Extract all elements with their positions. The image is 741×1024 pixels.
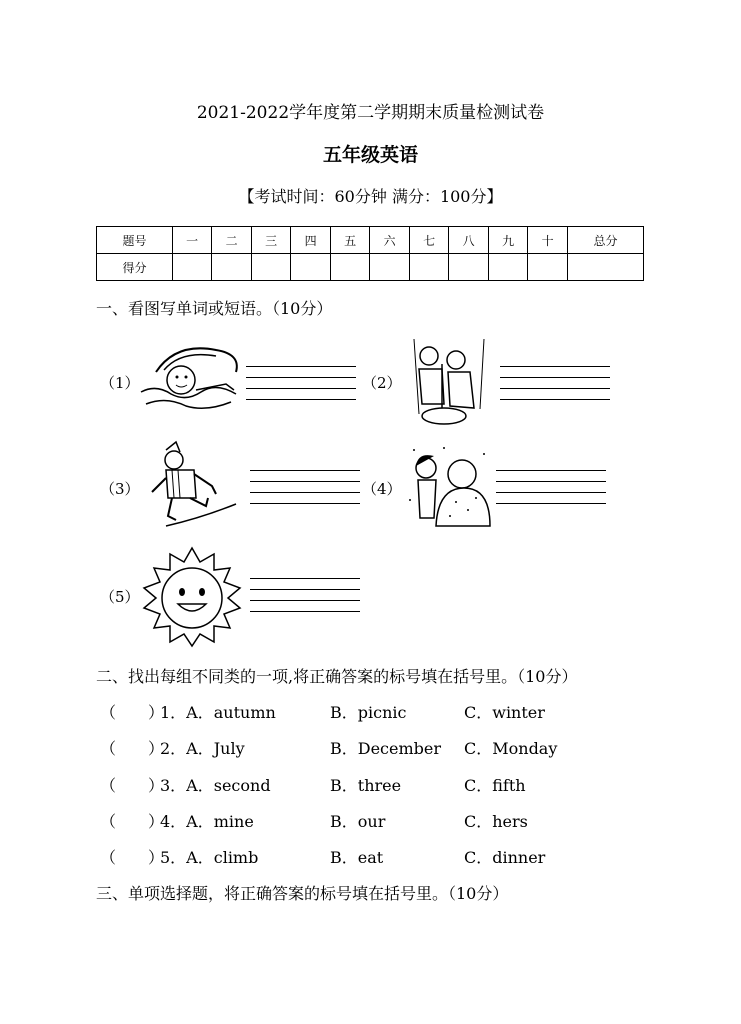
score-input-cell[interactable] — [528, 254, 568, 281]
score-cell: 二 — [212, 227, 252, 254]
score-cell: 十 — [528, 227, 568, 254]
score-cell: 四 — [291, 227, 331, 254]
score-input-cell[interactable] — [291, 254, 331, 281]
option-a: 1．A．autumn — [160, 703, 276, 722]
section2-heading: 二、找出每组不同类的一项,将正确答案的标号填在括号里。（10分） — [96, 667, 578, 686]
option-a: 5．A．climb — [160, 848, 259, 867]
score-table-score-row — [97, 254, 644, 281]
answer-bracket[interactable]: （ ） — [100, 812, 165, 831]
sun-picture — [140, 544, 244, 648]
option-a: 2．A．July — [160, 739, 245, 758]
score-cell: 八 — [449, 227, 489, 254]
item-label: （3） — [100, 480, 140, 498]
score-input-cell[interactable] — [449, 254, 489, 281]
score-cell: 五 — [330, 227, 370, 254]
exam-title: 2021-2022学年度第二学期期末质量检测试卷 — [196, 103, 545, 123]
score-table-header-row — [97, 227, 644, 254]
answer-lines[interactable] — [246, 366, 356, 410]
score-input-cell[interactable] — [488, 254, 528, 281]
item-label: （1） — [100, 374, 140, 392]
answer-bracket[interactable]: （ ） — [100, 848, 165, 867]
score-input-cell[interactable] — [172, 254, 212, 281]
option-b: B．eat — [330, 848, 384, 867]
skating-picture — [146, 440, 238, 532]
answer-bracket[interactable]: （ ） — [100, 776, 165, 795]
snowman-picture — [404, 440, 494, 532]
score-input-cell[interactable] — [251, 254, 291, 281]
swimming-picture — [136, 332, 248, 412]
exam-subtitle: 五年级英语 — [322, 144, 418, 166]
option-c: C．Monday — [464, 739, 558, 758]
exam-info: 【考试时间：60分钟 满分：100分】 — [238, 187, 503, 206]
score-input-cell[interactable] — [409, 254, 449, 281]
item-label: （2） — [362, 374, 402, 392]
score-cell: 三 — [251, 227, 291, 254]
score-input-cell[interactable] — [212, 254, 252, 281]
option-c: C．winter — [464, 703, 545, 722]
score-cell: 总分 — [567, 227, 643, 254]
item-label: （4） — [362, 480, 402, 498]
option-c: C．hers — [464, 812, 528, 831]
answer-lines[interactable] — [500, 366, 610, 410]
option-b: B．December — [330, 739, 442, 758]
option-b: B．our — [330, 812, 386, 831]
score-input-cell[interactable] — [330, 254, 370, 281]
option-b: B．three — [330, 776, 402, 795]
score-cell: 一 — [172, 227, 212, 254]
section1-heading: 一、看图写单词或短语。（10分） — [96, 299, 333, 318]
option-b: B．picnic — [330, 703, 407, 722]
option-c: C．dinner — [464, 848, 546, 867]
answer-lines[interactable] — [250, 578, 360, 622]
item-label: （5） — [100, 588, 140, 606]
score-cell: 九 — [488, 227, 528, 254]
option-a: 4．A．mine — [160, 812, 254, 831]
option-a: 3．A．second — [160, 776, 271, 795]
option-c: C．fifth — [464, 776, 526, 795]
answer-bracket[interactable]: （ ） — [100, 739, 165, 758]
score-cell: 六 — [370, 227, 410, 254]
score-table — [96, 226, 644, 281]
answer-lines[interactable] — [250, 470, 360, 514]
planting-trees-picture — [404, 334, 494, 430]
score-input-cell[interactable] — [370, 254, 410, 281]
answer-lines[interactable] — [496, 470, 606, 514]
score-cell: 七 — [409, 227, 449, 254]
answer-bracket[interactable]: （ ） — [100, 703, 165, 722]
score-input-cell[interactable] — [567, 254, 643, 281]
section3-heading: 三、单项选择题，将正确答案的标号填在括号里。（10分） — [96, 884, 509, 903]
score-row-label: 得分 — [97, 254, 173, 281]
score-cell: 题号 — [97, 227, 173, 254]
